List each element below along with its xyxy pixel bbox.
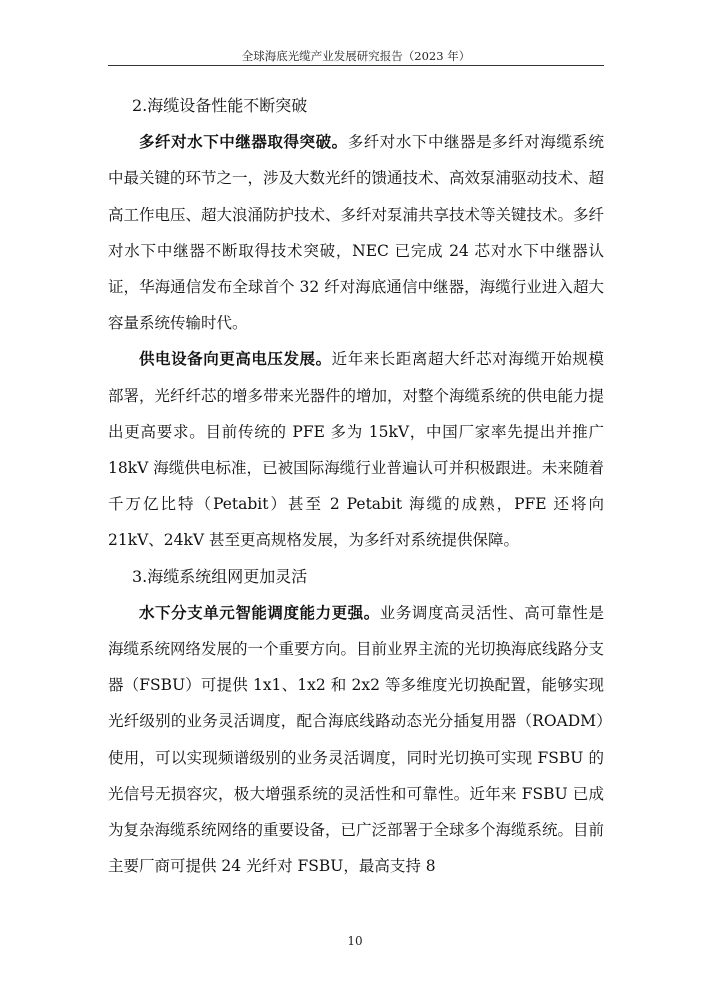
document-body [108, 88, 604, 884]
header-divider [108, 65, 604, 66]
paragraph [108, 595, 604, 885]
paragraph-text: 近年来长距离超大纤芯对海缆开始规模部署，光纤纤芯的增多带来光器件的增加，对整个海缆系统的供电能力提出更高要求。目前传统的 PFE 多为 15kV，中国厂家率先提出并推广 18kV 海缆供电标准，已被国际海缆行业普遍认可并积极跟进。未来随着千万亿比特（Petabit）甚至 2 Petabit 海缆的成熟，PFE 还将向 21kV、24kV 甚至更高规格发展，为多纤对系统提供保障。 [108, 350, 605, 550]
paragraph-text: 业务调度高灵活性、高可靠性是海缆系统网络发展的一个重要方向。目前业界主流的光切换海底线路分支器（FSBU）可提供 1x1、1x2 和 2x2 等多维度光切换配置，能够实现光纤级别的业务灵活调度，配合海底线路动态光分插复用器（ROADM）使用，可以实现频谱级别的业务灵活调度，同时光切换可实现 FSBU 的光信号无损容灾，极大增强系统的灵活性和可靠性。近年来 FSBU 已成为复杂海缆系统网络的重要设备，已广泛部署于全球多个海缆系统。目前主要厂商可提供 24 光纤对 FSBU，最高支持 8 [108, 603, 605, 876]
section-heading: 2.海缆设备性能不断突破 [132, 96, 308, 115]
page-header: 全球海底光缆产业发展研究报告（2023 年） [241, 49, 471, 63]
paragraph [108, 341, 604, 558]
page-number: 10 [347, 934, 363, 948]
paragraph-lead: 多纤对水下中继器取得突破。 [139, 132, 348, 152]
paragraph [108, 124, 604, 341]
section-heading: 3.海缆系统组网更加灵活 [132, 566, 308, 586]
paragraph-lead: 供电设备向更高电压发展。 [139, 349, 332, 369]
paragraph-lead: 水下分支单元智能调度能力更强。 [139, 602, 380, 622]
paragraph-text: 多纤对水下中继器是多纤对海缆系统中最关键的环节之一，涉及大数光纤的馈通技术、高效泵浦驱动技术、超高工作电压、超大浪涌防护技术、多纤对泵浦共享技术等关键技术。多纤对水下中继器不断取得技术突破，NEC 已完成 24 芯对水下中继器认证，华海通信发布全球首个 32 纤对海底通信中继器，海缆行业进入超大容量系统传输时代。 [108, 133, 605, 333]
